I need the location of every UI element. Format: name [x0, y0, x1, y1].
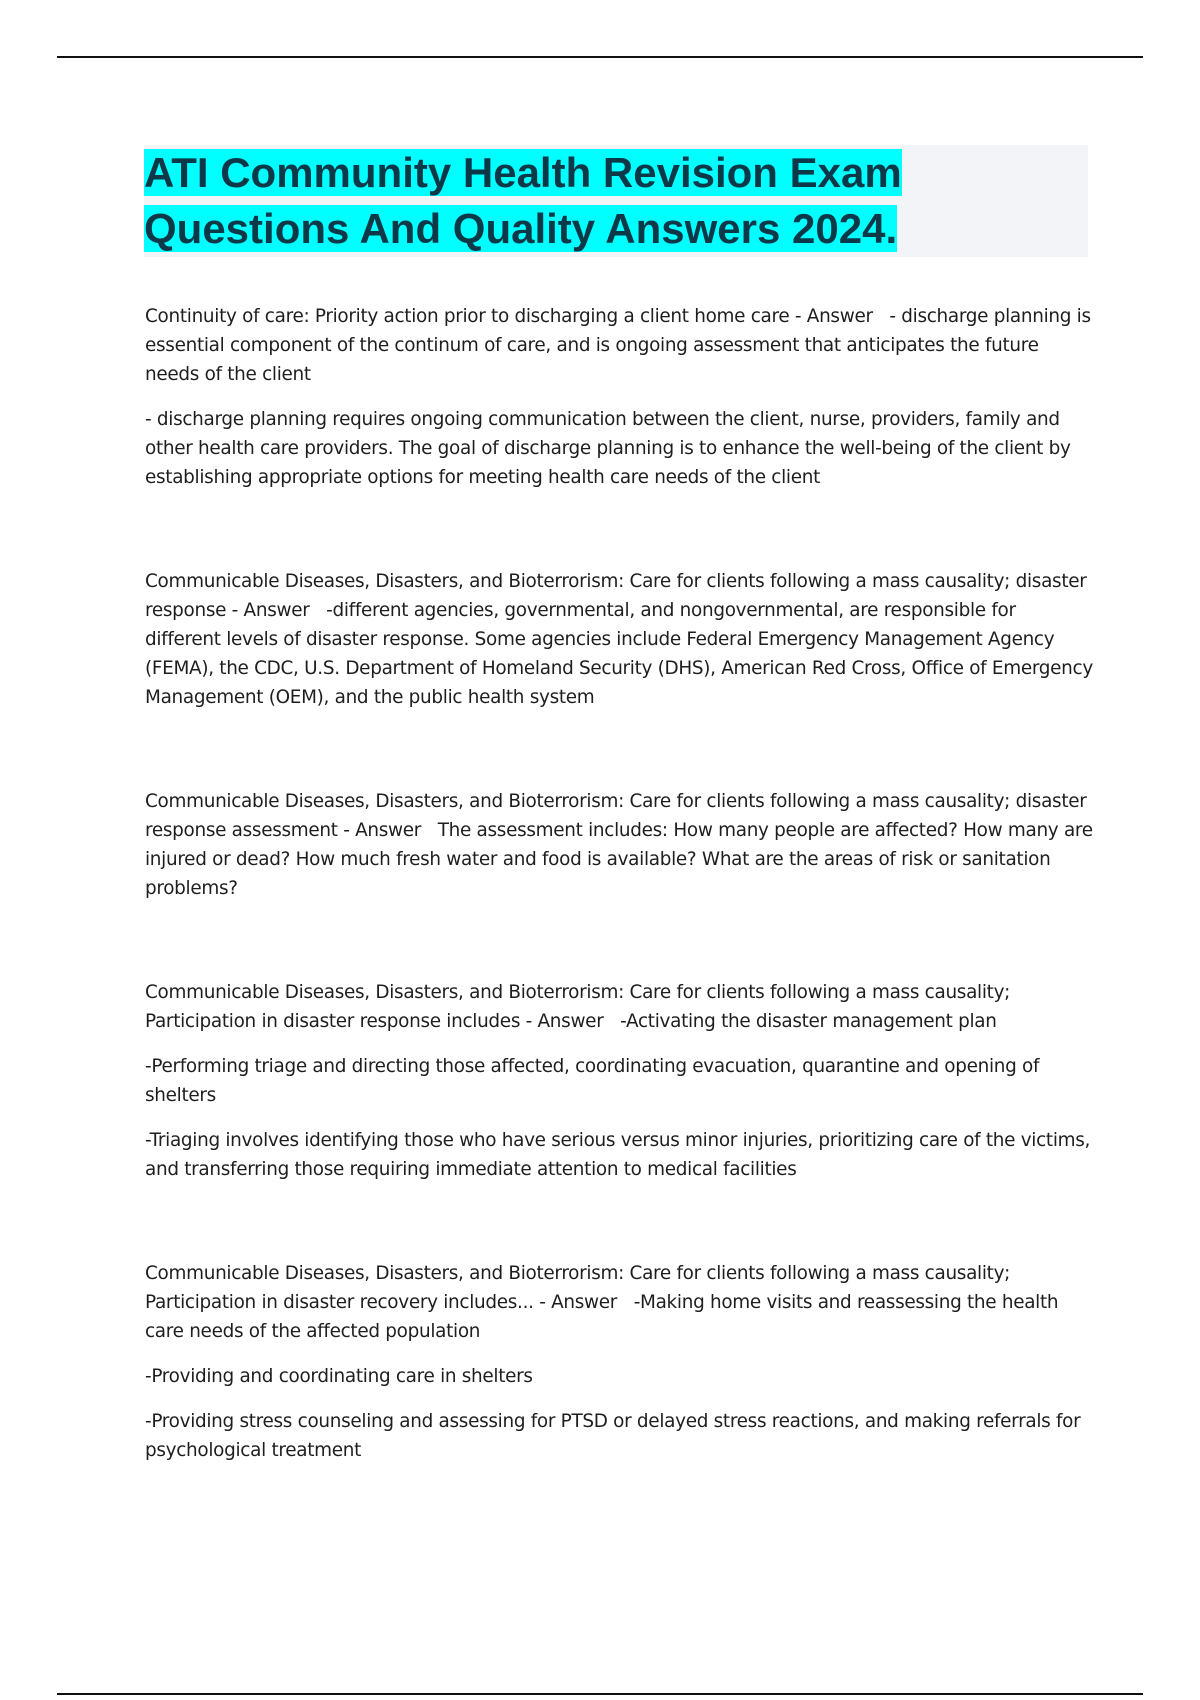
title-line-2: Questions And Quality Answers 2024. — [144, 205, 898, 252]
qa-question: Communicable Diseases, Disasters, and Bioterrorism: Care for clients following a mass causality; Participation in disaster response includes - Answer — [145, 982, 1011, 1032]
qa-paragraph — [145, 567, 1095, 712]
qa-question: Communicable Diseases, Disasters, and Bioterrorism: Care for clients following a mass causality; Participation in disaster recovery includes... - Answer — [145, 1263, 1011, 1313]
document-title — [144, 145, 1088, 257]
qa-paragraph — [145, 787, 1095, 903]
qa-answer: - discharge planning requires ongoing communication between the client, nurse, providers, family and other health care providers. The goal of discharge planning is to enhance the well-being of the client by establishing appropriate options for meeting health care needs of the client — [145, 409, 1071, 488]
qa-paragraph — [145, 302, 1095, 389]
qa-answer: -Triaging involves identifying those who have serious versus minor injuries, prioritizing care of the victims, and transferring those requiring immediate attention to medical facilities — [145, 1130, 1091, 1180]
document-body — [145, 302, 1095, 1481]
qa-answer: -Providing and coordinating care in shelters — [145, 1366, 533, 1387]
qa-question: Communicable Diseases, Disasters, and Bioterrorism: Care for clients following a mass causality; disaster response - Answer — [145, 571, 1087, 621]
qa-question: Communicable Diseases, Disasters, and Bioterrorism: Care for clients following a mass causality; disaster response assessment - Answer — [145, 791, 1087, 841]
qa-item-continuity — [145, 302, 1095, 492]
qa-paragraph — [145, 978, 1095, 1036]
qa-answer: The assessment includes: How many people are affected? How many are injured or dead? How much fresh water and food is available? What are the areas of risk or sanitation problems? — [145, 820, 1093, 899]
qa-answer: -Providing stress counseling and assessing for PTSD or delayed stress reactions, and making referrals for psychological treatment — [145, 1411, 1081, 1461]
qa-item-response-participation — [145, 978, 1095, 1184]
title-block — [144, 145, 1088, 257]
header-rule — [57, 56, 1143, 58]
qa-answer: -Performing triage and directing those affected, coordinating evacuation, quarantine and opening of shelters — [145, 1056, 1040, 1106]
qa-question: Continuity of care: Priority action prior to discharging a client home care - Answer — [145, 306, 873, 327]
qa-answer: -different agencies, governmental, and nongovernmental, are responsible for different levels of disaster response. Some agencies include Federal Emergency Management Agency (FEMA), the CDC, U.S. Department of Homeland Security (DHS), American Red Cross, Office of Emergency Management (OEM), and the public health system — [145, 600, 1093, 708]
footer-rule — [57, 1693, 1143, 1695]
qa-answer: -Activating the disaster management plan — [620, 1011, 997, 1032]
qa-answer: - discharge planning is essential component of the continum of care, and is ongoing assessment that anticipates the future needs of the client — [145, 306, 1091, 385]
title-line-1: ATI Community Health Revision Exam — [144, 149, 902, 196]
qa-paragraph — [145, 1259, 1095, 1346]
qa-answer: -Making home visits and reassessing the health care needs of the affected population — [145, 1292, 1059, 1342]
qa-item-recovery-participation — [145, 1259, 1095, 1465]
qa-item-response-assessment — [145, 787, 1095, 903]
qa-item-disaster-response — [145, 567, 1095, 712]
